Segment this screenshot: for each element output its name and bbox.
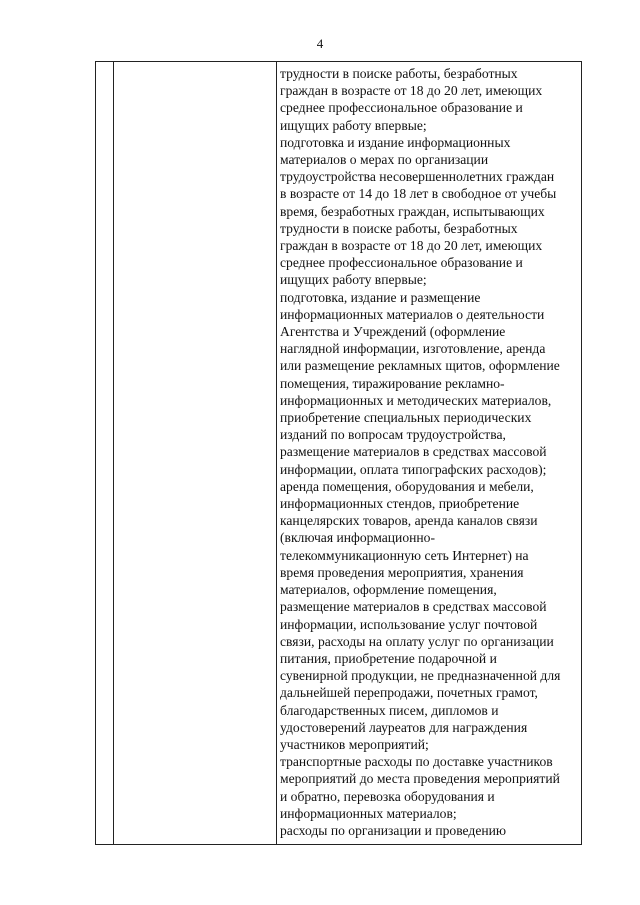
text-line: (включая информационно- bbox=[280, 530, 436, 546]
text-line: помещения, тиражирование рекламно- bbox=[280, 375, 505, 391]
text-line: подготовка, издание и размещение bbox=[280, 289, 481, 305]
text-line: информации, использование услуг почтовой bbox=[280, 616, 538, 632]
table-cell-description bbox=[280, 65, 580, 839]
text-line: информационных стендов, приобретение bbox=[280, 496, 520, 512]
text-line: время, безработных граждан, испытывающих bbox=[280, 203, 545, 219]
text-line: изданий по вопросам трудоустройства, bbox=[280, 427, 506, 443]
text-line: трудности в поиске работы, безработных bbox=[280, 220, 518, 236]
text-line: трудоустройства несовершеннолетних граждан bbox=[280, 169, 555, 185]
text-line: расходы по организации и проведению bbox=[280, 822, 507, 838]
text-line: граждан в возрасте от 18 до 20 лет, имеющих bbox=[280, 238, 543, 254]
text-line: телекоммуникационную сеть Интернет) на bbox=[280, 547, 529, 563]
text-line: трудности в поиске работы, безработных bbox=[280, 66, 518, 81]
text-line: ищущих работу впервые; bbox=[280, 272, 427, 288]
text-line: материалов о мерах по организации bbox=[280, 152, 489, 168]
text-line: дальнейшей перепродажи, почетных грамот, bbox=[280, 685, 538, 701]
text-line: размещение материалов в средствах массовой bbox=[280, 444, 547, 460]
text-line: подготовка и издание информационных bbox=[280, 134, 511, 150]
text-line: среднее профессиональное образование и bbox=[280, 255, 523, 271]
text-line: материалов, оформление помещения, bbox=[280, 582, 497, 598]
page-number: 4 bbox=[316, 36, 324, 51]
text-line: информационных материалов; bbox=[280, 805, 457, 821]
text-line: или размещение рекламных щитов, оформление bbox=[280, 358, 560, 374]
text-line: мероприятий до места проведения мероприятий bbox=[280, 771, 560, 787]
text-line: информационных материалов о деятельности bbox=[280, 306, 545, 322]
text-line: среднее профессиональное образование и bbox=[280, 100, 523, 116]
text-line: в возрасте от 14 до 18 лет в свободное от учебы bbox=[280, 186, 557, 202]
table-column-divider-2 bbox=[276, 62, 277, 844]
text-line: транспортные расходы по доставке участников bbox=[280, 754, 553, 770]
text-line: время проведения мероприятия, хранения bbox=[280, 564, 524, 580]
text-line: Агентства и Учреждений (оформление bbox=[280, 324, 506, 340]
text-line: аренда помещения, оборудования и мебели, bbox=[280, 478, 534, 494]
table-column-divider-1 bbox=[113, 62, 114, 844]
text-line: питания, приобретение подарочной и bbox=[280, 650, 497, 666]
text-line: размещение материалов в средствах массовой bbox=[280, 599, 547, 615]
text-line: ищущих работу впервые; bbox=[280, 117, 427, 133]
text-line: благодарственных писем, дипломов и bbox=[280, 702, 499, 718]
text-line: приобретение специальных периодических bbox=[280, 410, 532, 426]
text-line: и обратно, перевозка оборудования и bbox=[280, 788, 495, 804]
text-line: связи, расходы на оплату услуг по организации bbox=[280, 633, 554, 649]
text-line: участников мероприятий; bbox=[280, 736, 429, 752]
text-line: информации, оплата типографских расходов); bbox=[280, 461, 547, 477]
text-line: информационных и методических материалов, bbox=[280, 392, 552, 408]
text-line: наглядной информации, изготовление, аренда bbox=[280, 341, 546, 357]
text-line: сувенирной продукции, не предназначенной для bbox=[280, 668, 561, 684]
text-line: канцелярских товаров, аренда каналов связи bbox=[280, 513, 538, 529]
text-line: граждан в возрасте от 18 до 20 лет, имеющих bbox=[280, 83, 543, 99]
text-line: удостоверений лауреатов для награждения bbox=[280, 719, 528, 735]
document-table bbox=[95, 61, 582, 845]
